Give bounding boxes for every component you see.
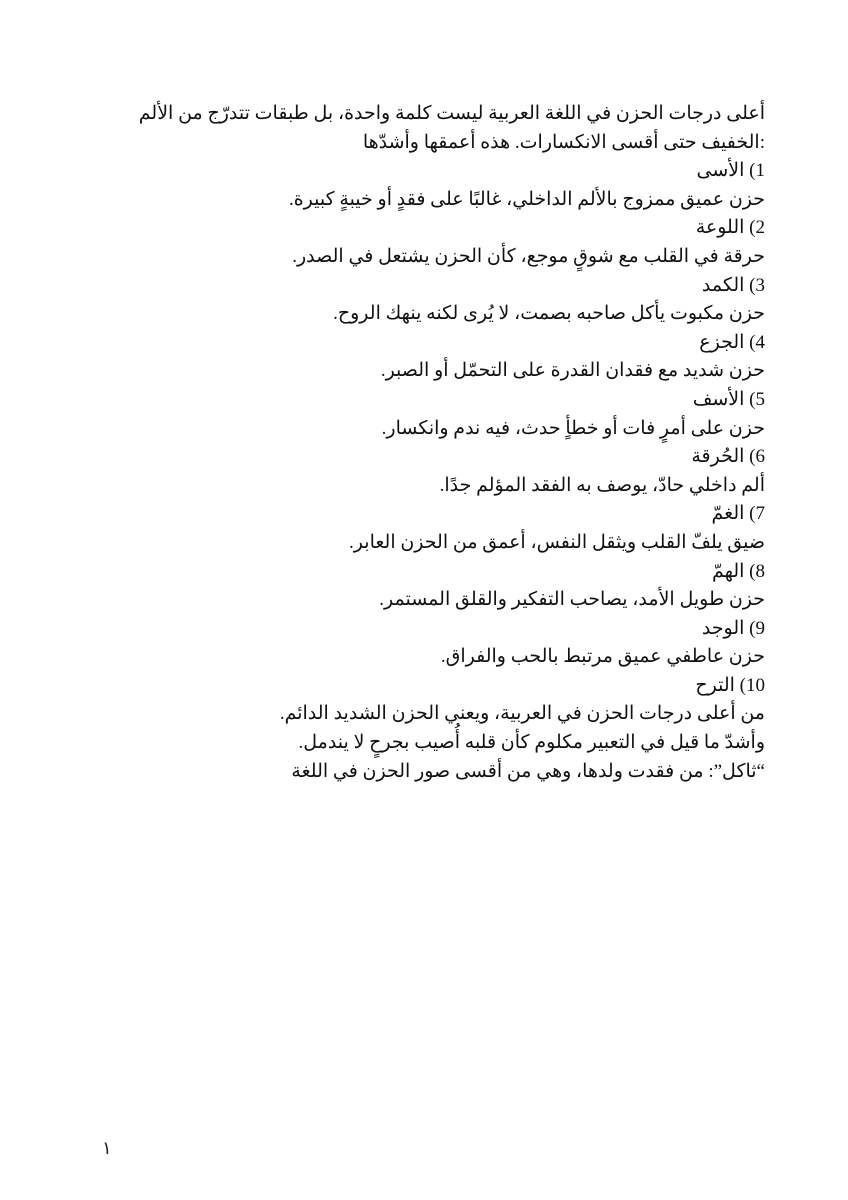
entry-heading: 1) الأسى xyxy=(696,160,765,182)
page-number: ١ xyxy=(102,1138,112,1159)
entry-text: حرقة في القلب مع شوقٍ موجع، كأن الحزن يشتعل في الصدر. xyxy=(292,245,765,267)
entry-text: ألم داخلي حادّ، يوصف به الفقد المؤلم جدًا. xyxy=(439,474,765,496)
document-body xyxy=(125,100,765,786)
entry-heading: 3) الكمد xyxy=(701,274,765,296)
entry-heading: 9) الوجد xyxy=(701,617,765,639)
entry-heading: 6) الحُرقة xyxy=(691,446,765,468)
entry-text: حزن طويل الأمد، يصاحب التفكير والقلق المستمر. xyxy=(379,589,765,611)
entry-heading: 5) الأسف xyxy=(692,388,765,410)
intro-line: أعلى درجات الحزن في اللغة العربية ليست كلمة واحدة، بل طبقات تتدرّج من الألم xyxy=(138,103,765,124)
entry-heading: 7) الغمّ xyxy=(711,503,765,525)
intro-line: :الخفيف حتى أقسى الانكسارات. هذه أعمقها وأشدّها xyxy=(362,131,765,153)
entry-text: حزن مكبوت يأكل صاحبه بصمت، لا يُرى لكنه ينهك الروح. xyxy=(333,303,765,325)
entry-text: حزن على أمرٍ فات أو خطأٍ حدث، فيه ندم وانكسار. xyxy=(381,417,765,439)
entry-text: ضيق يلفّ القلب ويثقل النفس، أعمق من الحزن العابر. xyxy=(349,531,765,553)
final-line: “ثاكل”: من فقدت ولدها، وهي من أقسى صور الحزن في اللغة xyxy=(291,760,765,782)
final-heading: 10) الترح xyxy=(695,674,765,696)
entry-text: حزن عاطفي عميق مرتبط بالحب والفراق. xyxy=(440,646,765,668)
entry-text: حزن عميق ممزوج بالألم الداخلي، غالبًا على فقدٍ أو خيبةٍ كبيرة. xyxy=(288,188,765,210)
entry-text: حزن شديد مع فقدان القدرة على التحمّل أو الصبر. xyxy=(380,360,765,382)
entry-heading: 4) الجزع xyxy=(699,331,765,353)
final-line: وأشدّ ما قيل في التعبير مكلوم كأن قلبه أُصيب بجرحٍ لا يندمل. xyxy=(298,732,765,754)
entry-heading: 2) اللوعة xyxy=(695,217,765,239)
final-line: من أعلى درجات الحزن في العربية، ويعني الحزن الشديد الدائم. xyxy=(279,703,765,725)
entry-heading: 8) الهمّ xyxy=(711,560,765,582)
